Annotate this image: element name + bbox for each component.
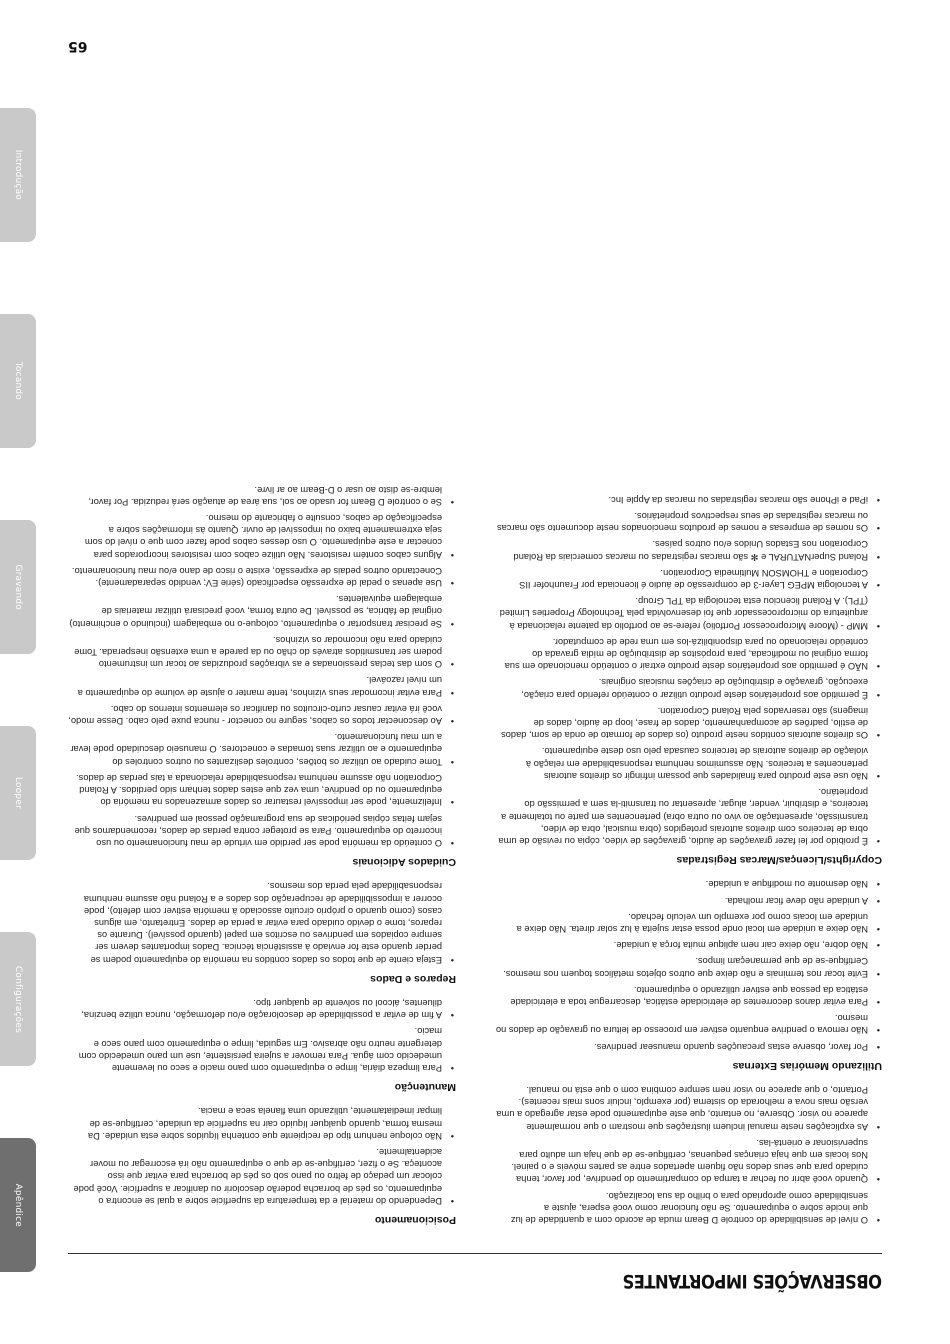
posicionamento-list <box>68 1105 456 1207</box>
section-heading-manutencao: Manutenção <box>394 1081 456 1094</box>
tab-apendice[interactable]: Apêndice <box>0 1138 36 1272</box>
section-heading-posicionamento: Posicionamento <box>374 1214 456 1226</box>
tab-introducao[interactable]: Introdução <box>0 108 36 242</box>
list-item: • Não deixe a unidade em local onde possa estar sujeita à luz solar direta. Não deixe a unidade em locais como por exemplo um veículo fechado. <box>494 911 882 935</box>
list-item: • A unidade não deve ficar molhada. <box>494 894 882 906</box>
list-item: • Infelizmente, pode ser impossível restaurar os dados armazenados na memória do equipamento ou do pendrive, uma vez que estes dados tenham sido perdidos. A Roland Corporation não assume nenhuma responsabilidade relacionada a tais perdas de dados. <box>68 772 456 809</box>
list-item: • Quando você abrir ou fechar a tampa do compartimento do pendrive, por favor, tenha cuidado para que seus dedos não fiquem apertados entre as partes móveis e o painel. Nos locais em que haja crianças pequenas, certifique-se de que haja um adulto para supervisionar e orientá-las. <box>494 1137 882 1186</box>
section-heading-reparos: Reparos e Dados <box>370 972 456 985</box>
list-item: • Se precisar transportar o equipamento, coloque-o no embalagem (incluindo o enchimento) original de fábrica, se possível. De outra forma, você precisará utilizar materiais de embalagem equivalentes. <box>68 593 456 630</box>
list-item: • NÃO é permitido aos proprietários deste produto extrair o conteúdo mencionado em sua forma original ou modificada, para propósitos de distribuição de mídia gravada do conteúdo relacionado ou para disponibilizá-los em uma rede de computador. <box>494 636 882 673</box>
list-item: • Ao desconectar todos os cabos, segure no conector - nunca puxe pelo cabo. Desse modo, você irá evitar causar curto-circuitos ou danificar os elementos internos do cabo. <box>68 703 456 727</box>
tab-gravando[interactable]: Gravando <box>0 520 36 654</box>
list-item: • Por favor, observe estas precauções quando manusear pendrives. <box>494 1040 882 1052</box>
list-item: • iPad e iPhone são marcas registradas ou marcas da Apple Inc. <box>494 494 882 506</box>
list-item: • Os nomes de empresas e nomes de produtos mencionados neste documento são marcas ou marcas registradas de seus respectivos proprietários. <box>494 510 882 534</box>
list-item: • É permitido aos proprietários deste produto utilizar o conteúdo referido para criação, execução, gravação e distribuição de criações musicais originais. <box>494 676 882 700</box>
list-item: • O nível de sensibilidade do controle D Beam muda de acordo com a quantidade de luz que incide sobre o equipamento. Se não funcionar como você espera, ajuste a sensibilidade como apropriado para o brilho da sua localização. <box>494 1189 882 1226</box>
list-item: • Tome cuidado ao utilizar os botões, controles deslizantes ou outros controles do equipamento e ao utilizar suas tomadas e conectores. O manuseio descuidado pode levar a um mau funcionamento. <box>68 731 456 768</box>
list-item: • Alguns cabos contém resistores. Não utilize cabos com resistores incorporados para conectar a este equipamento. O uso desses cabos pode fazer com que o nível do som seja extremamente baixo ou impossível de ouvir. Quanto às informações sobre a especificação de cabos, consulte o fabricante do mesmo. <box>68 512 456 561</box>
list-item: • É proibido por lei fazer gravações de áudio, gravações de vídeo, cópia ou revisão de uma obra de terceiros com direitos autorais protegidos (obra musical, obra de vídeo, transmissão, apresentação ao vivo ou outra obra) pertencentes em parte ou totalmente a terceiros, e distribuir, vender, alugar, apresentar ou transmiti-la sem a permissão do proprietário. <box>494 786 882 847</box>
left-column <box>494 490 882 1226</box>
section-tabs <box>0 0 36 1344</box>
list-item: • O som das teclas pressionadas e as vibrações produzidas ao tocar um instrumento podem ser transmitidos através do chão ou da parede a uma extensão inesperada. Tome cuidado para não incomodar os vizinhos. <box>68 634 456 671</box>
right-column <box>68 479 456 1226</box>
list-item: • Se o controle D Beam for usado ao sol, sua área de atuação será reduzida. Por favor, lembre-se disto ao usar o D-Beam ao ar livre. <box>68 483 456 507</box>
list-item: • Para evitar incomodar seus vizinhos, tente manter o ajuste de volume do equipamento a um nível razoável. <box>68 674 456 698</box>
d-beam-notes-list <box>494 1084 882 1226</box>
manutencao-list <box>68 997 456 1074</box>
reparos-list <box>68 880 456 965</box>
list-item: • Para limpeza diária, limpe o equipamento com pano macio e seco ou levemente umedecido com água. Para remover a sujeira persistente, use um pano umedecido com detergente neutro não abrasivo. Em seguida, limpe o equipamento com pano seco e macio. <box>68 1025 456 1074</box>
list-item: • A fim de evitar a possibilidade de descoloração e/ou deformação, nunca utilize benzina, diluentes, álcool ou solvente de qualquer tipo. <box>68 997 456 1021</box>
list-item: • Não coloque nenhum tipo de recipiente que contenha líquidos sobre esta unidade. Da mesma forma, quando qualquer líquido cair na superfície da unidade, certifique-se de limpar imediatamente, utilizando uma flanela seca e macia. <box>68 1105 456 1142</box>
cuidados-list <box>68 483 456 848</box>
list-item: • As explicações neste manual incluem ilustrações que mostram o que normalmente aparece no visor. Observe, no entanto, que este equipamento pode estar agregado a uma versão mais nova e melhorada do sistema (por exemplo, incluir sons mais recentes). Portanto, o que aparece no visor nem sempre combina com o que está no manual. <box>494 1084 882 1133</box>
list-item: • Não remova o pendrive enquanto estiver em processo de leitura ou gravação de dados no mesmo. <box>494 1012 882 1036</box>
list-item: • Roland SuperNATURAL e ✻ são marcas registradas ou marcas comerciais da Roland Corporation nos Estados Unidos e/ou outros países. <box>494 538 882 562</box>
section-heading-cuidados: Cuidados Adicionais <box>352 856 456 869</box>
list-item: • Para evitar danos decorrentes de eletricidade estática, descarregue toda a eletricidade estática da pessoa que estiver utilizando o equipamento. <box>494 984 882 1008</box>
page-title: OBSERVAÇÕES IMPORTANTES <box>622 1270 882 1292</box>
list-item: • Não dobre, não deixe cair nem aplique muita força à unidade. <box>494 939 882 951</box>
list-item: • Não use este produto para finalidades que possam infringir os direitos autorais pertencentes a terceiros. Não assumimos nenhuma responsabilidade em relação à violação de direitos autorais de terceiros causada pelo uso deste equipamento. <box>494 745 882 782</box>
list-item: • O conteúdo da memória pode ser perdido em virtude de mau funcionamento ou uso incorreto do equipamento. Para se proteger contra perdas de dados, recomendamos que sejam feitas cópias periódicas de sua programação pessoal em pendrives. <box>68 812 456 849</box>
page-number: 65 <box>68 38 88 54</box>
section-heading-memorias: Utilizando Memórias Externas <box>732 1059 882 1072</box>
list-item: • MMP - (Moore Microprocessor Portfolio) refere-se ao portfolio da patente relacionada à arquitetura do microprocessador que foi desenvolvida pela Technology Properties Limited (TPL). A Roland licenciou esta tecnologia da TPL Group. <box>494 595 882 632</box>
list-item: • Evite tocar nos terminais e não deixe que outros objetos metálicos toquem nos mesmos. Certifique-se de que permaneçam limpos. <box>494 955 882 979</box>
title-rule <box>68 1253 882 1254</box>
list-item: • Use apenas o pedal de expressão especificado (série EV; vendido separadamente). Conectando outros pedais de expressão, existe o risco de dano e/ou mau funcionamento. <box>68 565 456 589</box>
section-heading-copyrights: Copyrights/Licenças/Marcas Registradas <box>676 854 882 867</box>
list-item: • Os direitos autorais contidos neste produto (os dados de formato de onda de som, dados de estilo, padrões de acompanhamento, dados de frase, loop de áudio, dados de imagens) são reservados pela Roland Corporation. <box>494 705 882 742</box>
tab-looper[interactable]: Looper <box>0 726 36 860</box>
list-item: • Esteja ciente de que todos os dados contidos na memória do equipamento podem se perder quando este for enviado à assistência técnica. Dados importantes devem ser sempre copiados em pendrives ou escritos em papel (quando possível). Durante os reparos, tome o devido cuidado para evitar a perda de dados. Entretanto, em alguns casos (como quando o próprio circuito associado à memória estiver com defeito), pode ocorrer a impossibilidade de recuperação dos dados e a Roland não assume nenhuma responsabilidade pela perda dos mesmos. <box>68 880 456 965</box>
tab-configuracoes[interactable]: Configurações <box>0 932 36 1066</box>
memorias-list <box>494 878 882 1052</box>
list-item: • Não desmonte ou modifique a unidade. <box>494 878 882 890</box>
copyrights-list <box>494 494 882 847</box>
tab-tocando[interactable]: Tocando <box>0 314 36 448</box>
list-item: • A tecnologia MPEG Layer-3 de compressão de áudio é licenciada por Fraunhofer IIS Corporation e THOMSON Multimedia Corporation. <box>494 567 882 591</box>
list-item: • Dependendo do material e da temperatura da superfície sobre a qual se encontra o equipamento, os pés de borracha poderão descolorir ou danificar a superfície. Você pode colocar um pedaço de feltro ou pano sob os pés de borracha para evitar que isso aconteça. Se o fizer, certifique-se de que o equipamento não irá escorregar ou mover acidentalmente. <box>68 1146 456 1207</box>
